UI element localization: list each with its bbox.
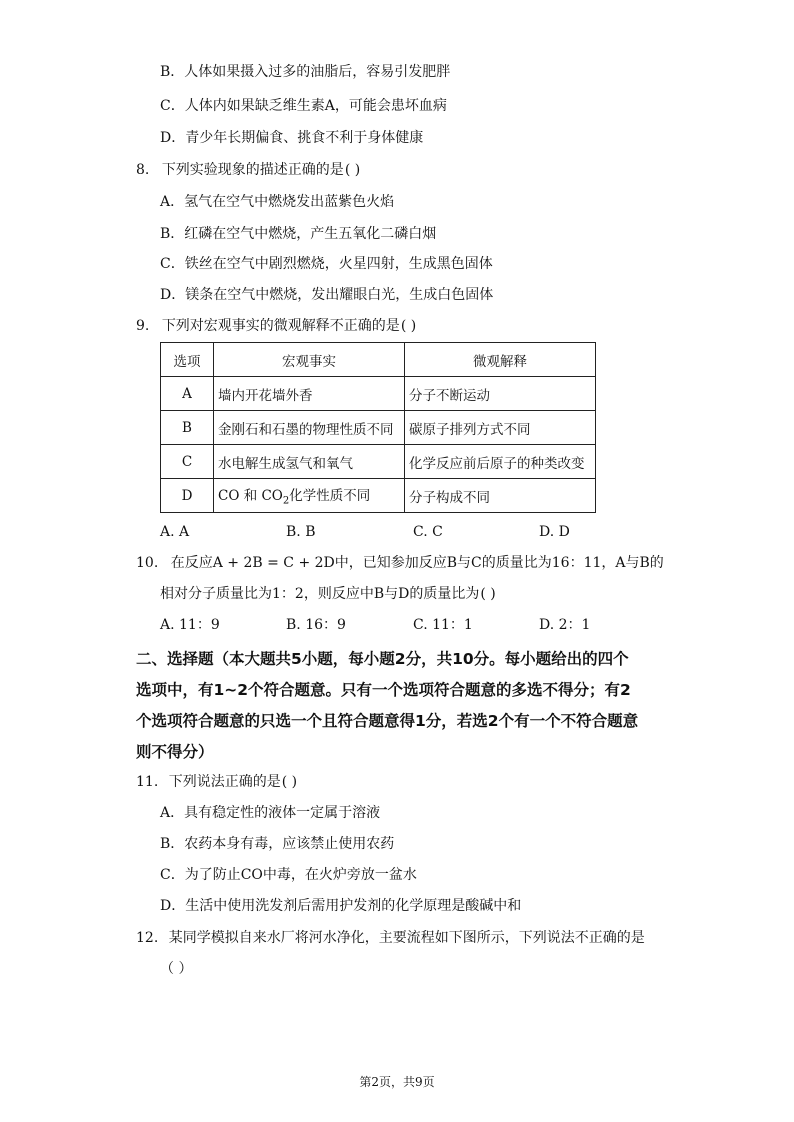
question-number: 8. [136,162,150,178]
section-heading: 个选项符合题意的只选一个且符合题意得1分，若选2个有一个不符合题意 [136,712,639,730]
table-header-cell: 宏观事实 [214,343,405,377]
choice-a: A. A [160,524,190,540]
q11-option-b: B．农药本身有毒，应该禁止使用农药 [160,836,395,852]
question-stem: 相对分子质量比为1：2，则反应中B与D的质量比为 [160,586,480,602]
q8-option-d: D．镁条在空气中燃烧，发出耀眼白光，生成白色固体 [160,287,494,303]
choice-c: C. 11：1 [413,617,473,633]
table-header-cell: 选项 [161,343,214,377]
subscript: 2 [282,495,290,507]
choice-b: B. 16：9 [286,617,346,633]
table-row [161,479,596,513]
table-cell: 水电解生成氢气和氧气 [214,445,405,479]
question-stem: 下列实验现象的描述正确的是 [161,162,344,178]
table-header-row [161,343,596,377]
q7-option-d: D．青少年长期偏食、挑食不利于身体健康 [160,130,424,146]
question-10 [136,553,664,573]
choice-c: C. C [413,524,443,540]
answer-paren: （ ） [160,961,193,977]
table-cell: 分子不断运动 [405,377,596,411]
table-cell: C [161,445,214,479]
table-cell [214,479,405,513]
choice-a: A. 11：9 [160,617,220,633]
question-11 [136,772,297,792]
table-cell: 金刚石和石墨的物理性质不同 [214,411,405,445]
table-cell: D [161,479,214,513]
q8-option-c: C．铁丝在空气中剧烈燃烧，火星四射，生成黑色固体 [160,256,493,272]
page-footer: 第2页，共9页 [359,1075,435,1089]
question-stem: 下列对宏观事实的微观解释不正确的是 [161,318,400,334]
choice-d: D. 2：1 [539,617,591,633]
question-8 [136,160,360,180]
section-heading: 选项中，有1~2个符合题意。只有一个选项符合题意的多选不得分；有2 [136,681,631,699]
answer-paren: ( ) [344,162,361,178]
table-cell: A [161,377,214,411]
table-cell: 墙内开花墙外香 [214,377,405,411]
q11-option-c: C．为了防止CO中毒，在火炉旁放一盆水 [160,867,417,883]
choice-d: D. D [539,524,570,540]
question-12 [136,928,645,948]
table-cell: B [161,411,214,445]
question-number: 11. [136,774,159,790]
table-cell: 化学反应前后原子的种类改变 [405,445,596,479]
fact-text: 化学性质不同 [289,488,371,505]
question-stem: 某同学模拟自来水厂将河水净化，主要流程如下图所示，下列说法不正确的是 [168,930,645,946]
answer-paren: ( ) [281,774,298,790]
table-row [161,411,596,445]
q8-option-b: B．红磷在空气中燃烧，产生五氧化二磷白烟 [160,226,437,242]
q11-option-d: D．生活中使用洗发剂后需用护发剂的化学原理是酸碱中和 [160,898,522,914]
fact-text: CO 和 CO [218,488,283,505]
q8-option-a: A．氢气在空气中燃烧发出蓝紫色火焰 [160,194,395,210]
question-number: 10. [136,555,159,571]
question-number: 9. [136,318,150,334]
answer-paren: ( ) [480,586,496,602]
section-heading: 二、选择题（本大题共5小题，每小题2分，共10分。每小题给出的四个 [136,650,629,668]
choice-b: B. B [286,524,316,540]
question-number: 12. [136,930,159,946]
question-stem: 在反应A + 2B = C + 2D中，已知参加反应B与C的质量比为16：11，A与B的 [170,555,664,571]
question-stem: 下列说法正确的是 [168,774,281,790]
table-cell: 碳原子排列方式不同 [405,411,596,445]
question-9 [136,316,416,336]
q7-option-c: C．人体内如果缺乏维生素A，可能会患坏血病 [160,98,447,114]
table-cell: 分子构成不同 [405,479,596,513]
section-heading: 则不得分） [136,743,214,761]
q9-table [160,342,596,513]
question-10-cont [160,584,496,604]
q7-option-b: B．人体如果摄入过多的油脂后，容易引发肥胖 [160,64,451,80]
answer-paren: ( ) [400,318,417,334]
table-row [161,445,596,479]
table-header-cell: 微观解释 [405,343,596,377]
q11-option-a: A．具有稳定性的液体一定属于溶液 [160,805,381,821]
table-row [161,377,596,411]
